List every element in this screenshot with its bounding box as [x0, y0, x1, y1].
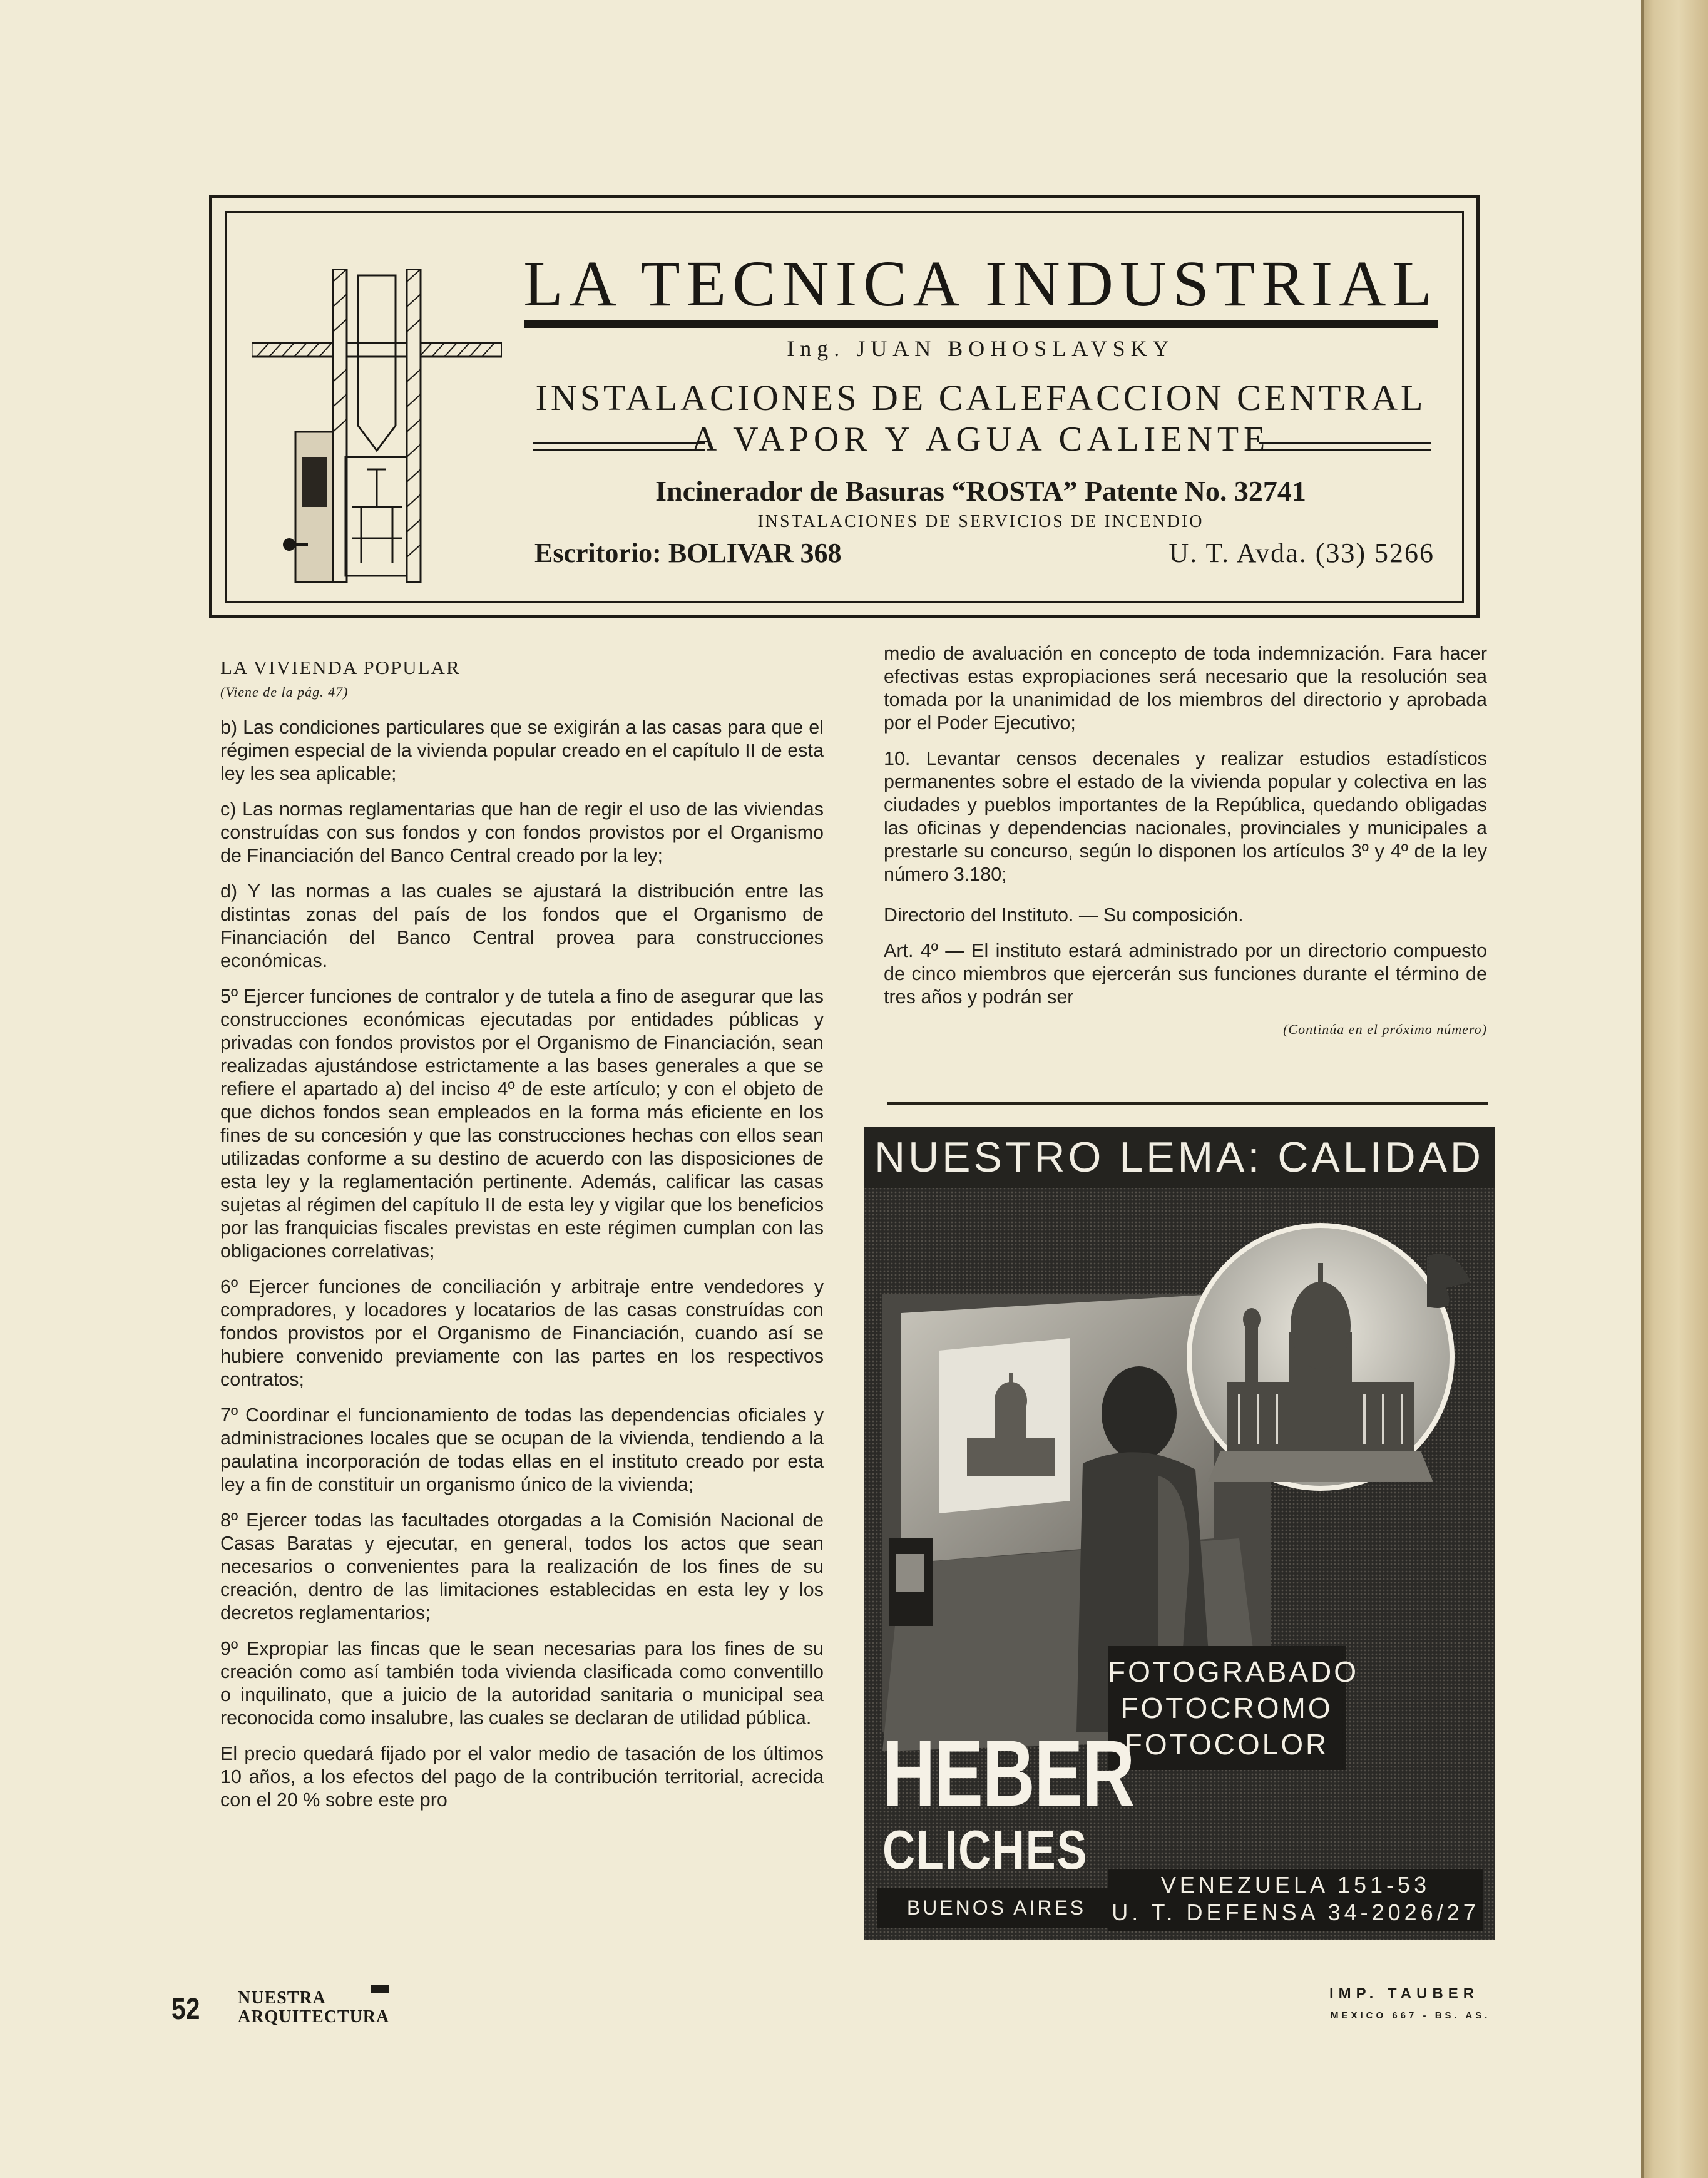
service-photoengraving: FOTOGRABADO — [1108, 1655, 1359, 1688]
ad-phone: U. T. DEFENSA 34-2026/27 — [1112, 1899, 1480, 1925]
ad-title: LA TECNICA INDUSTRIAL — [523, 248, 1438, 320]
ad-office-address: Escritorio: BOLIVAR 368 — [534, 538, 842, 568]
article-paragraph: b) Las condiciones particulares que se exigirán a las casas para que el régimen especial de la vivienda popular creado en el capítulo II de esta ley les sea aplicable; — [220, 717, 824, 784]
article-paragraph: Art. 4º — El instituto estará administrado por un directorio compuesto de cinco miembros que ejercerán sus funciones durante el término de tres años y podrán ser — [884, 940, 1487, 1008]
ad-city: BUENOS AIRES — [877, 1888, 1115, 1928]
article-paragraph: 10. Levantar censos decenales y realizar estudios estadísticos permanentes sobre el estado de la vivienda popular y colectiva en las ciudades y pueblos importantes de la República, quedando obligadas las oficinas y dependencias nacionales, provinciales y municipales a prestarle su concurso, según lo disponen los artículos 3º y 4º de la ley número 3.180; — [884, 748, 1487, 885]
magazine-name-line-1: NUESTRA — [238, 1988, 326, 2008]
ad-services-box — [1108, 1646, 1359, 1770]
article-subheading: Directorio del Instituto. — Su composición. — [884, 904, 1244, 926]
ad-service-line-2: A VAPOR Y AGUA CALIENTE — [691, 420, 1271, 459]
column-divider-rule — [887, 1102, 1488, 1105]
article-paragraph: 5º Ejercer funciones de contralor y de tutela a fino de asegurar que las construcciones económicas ejecutadas por entidades públicas y privadas con fondos provistos por el Organismo de Financiación, sean realizadas ajustándose estrictamente a las bases generales a que se refiere el apartado a) del inciso 4º de este artículo; y con el objeto de que dichos fondos sean empleados en la forma más eficiente en los fines de su concesión y que las construcciones hechas con ellos sean utilizadas conforme a su destino de acuerdo con las disposiciones de esta ley y la reglamentación pertinente. Además, calificar las casas sujetas al régimen del capítulo II de esta ley y vigilar que los beneficios por las franquicias fiscales previstas en este régimen cumplan con las obligaciones correlativas; — [220, 986, 824, 1262]
footer-mark — [371, 1985, 389, 1993]
article-paragraph: 6º Ejercer funciones de conciliación y arbitraje entre vendedores y compradores, y locadores y locatarios de las casas construídas con fondos provistos por el Organismo de Financiación, cuando así se hubiere convenido previamente con las partes en los respectivos contratos; — [220, 1276, 824, 1390]
article-paragraph: 9º Expropiar las fincas que le sean necesarias para los fines de su creación como así también toda vivienda clasificada como conventillo o inquilinato, que a juicio de la autoridad sanitaria o municipal sea reconocida como insalubre, las cuales se declaran de utilidad pública. — [220, 1638, 824, 1729]
heber-cliches-ad — [864, 1127, 1495, 1940]
article-title: LA VIVIENDA POPULAR — [220, 657, 461, 678]
ad-headline: NUESTRO LEMA: CALIDAD — [864, 1127, 1495, 1188]
ornament-rule-right — [1259, 442, 1431, 451]
article-paragraph: c) Las normas reglamentarias que han de regir el uso de las viviendas construídas con sus fondos y con fondos provistos por el Organismo de Financiación del Banco Central creado por la ley; — [220, 799, 824, 866]
article-paragraph: 8º Ejercer todas las facultades otorgadas a la Comisión Nacional de Casas Baratas y ejecutar, en general, todos los actos que sean necesarios o convenientes para la realización de los fines de su creación, dentro de las limitaciones establecidas en esta ley y los decretos reglamentarios; — [220, 1510, 824, 1623]
continued-next-note: (Continúa en el próximo número) — [1283, 1021, 1487, 1037]
printer-address: MEXICO 667 - BS. AS. — [1331, 2010, 1491, 2021]
brand-line-2: CLICHES — [882, 1819, 1088, 1881]
ad-address: VENEZUELA 151-53 — [1160, 1872, 1431, 1898]
title-rule — [524, 320, 1438, 328]
article-paragraph: d) Y las normas a las cuales se ajustará la distribución entre las distintas zonas del país de los fondos que el Organismo de Financiación del Banco Central provea para construcciones económicas. — [220, 881, 824, 971]
page-edge-shadow — [1641, 0, 1708, 2178]
ad-phone: U. T. Avda. (33) 5266 — [1168, 538, 1434, 568]
article-left-column — [220, 656, 824, 1824]
ad-product: Incinerador de Basuras “ROSTA” Patente No. 32741 — [655, 475, 1306, 507]
article-paragraph: 7º Coordinar el funcionamiento de todas las dependencias oficiales y administraciones locales que se ocupan de la vivienda, tendiendo a la paulatina incorporación de todas ellas en el instituto creado por esta ley a fin de constituir un organismo único de la vivienda; — [220, 1404, 824, 1495]
ad-inner-frame — [225, 211, 1464, 603]
page-edge-line — [1641, 0, 1644, 2178]
ad-address-box — [1108, 1869, 1483, 1931]
la-tecnica-industrial-ad — [209, 195, 1480, 618]
ad-fire-services: INSTALACIONES DE SERVICIOS DE INCENDIO — [757, 512, 1204, 531]
article-paragraph: medio de avaluación en concepto de toda indemnización. Fara hacer efectivas estas expropiaciones será necesario que la resolución sea tomada por la unanimidad de los miembros del directorio y aprobada por el Poder Ejecutivo; — [884, 643, 1487, 734]
continued-from-note: (Viene de la pág. 47) — [220, 684, 349, 700]
article-right-column — [884, 642, 1487, 1041]
magazine-name-line-2: ARQUITECTURA — [238, 2007, 390, 2027]
page-number: 52 — [171, 1993, 200, 2026]
service-photochrome: FOTOCROMO — [1120, 1692, 1333, 1724]
service-photocolor: FOTOCOLOR — [1124, 1728, 1329, 1761]
article-paragraph: El precio quedará fijado por el valor medio de tasación de los últimos 10 años, a los efectos del pago de la contribución territorial, acrecida con el 20 % sobre este pro — [220, 1743, 824, 1811]
ad-brand — [882, 1720, 1134, 1881]
brand-line-1: HEBER — [882, 1720, 1134, 1826]
magazine-name — [238, 1989, 389, 2027]
printer-name: IMP. TAUBER — [1329, 1985, 1480, 2002]
ad-engineer: Ing. JUAN BOHOSLAVSKY — [787, 336, 1175, 361]
incinerator-illustration — [252, 269, 502, 588]
ad-service-line-1: INSTALACIONES DE CALEFACCION CENTRAL — [535, 377, 1426, 418]
